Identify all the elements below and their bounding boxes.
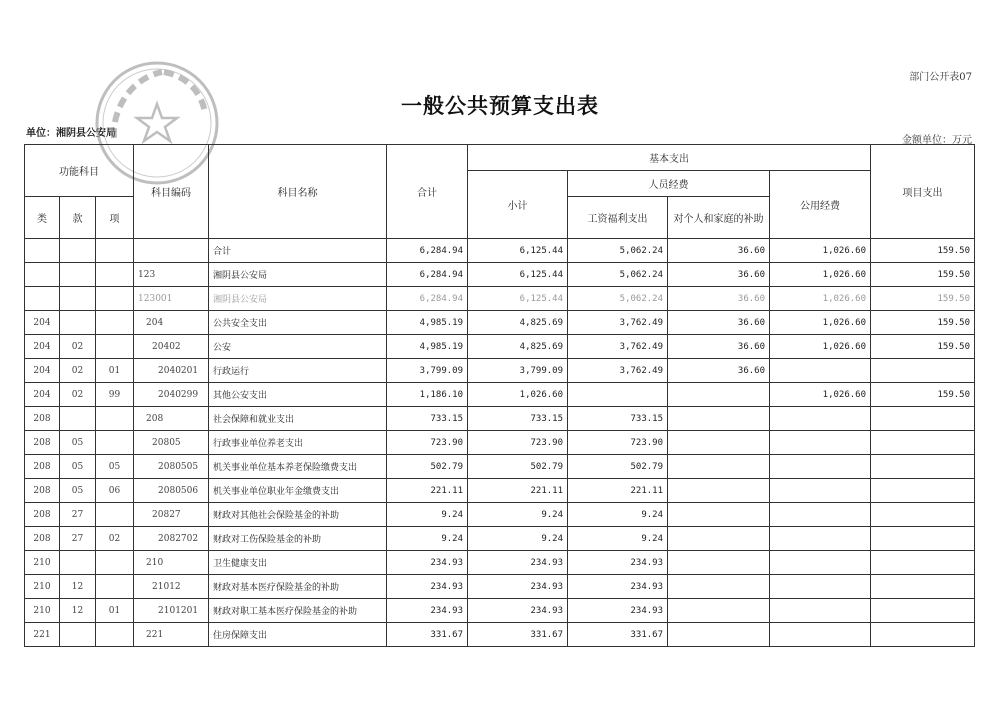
- cell-lei: 208: [25, 527, 60, 551]
- cell-kuan: [60, 407, 96, 431]
- table-row: [25, 335, 975, 359]
- cell-kuan: 02: [60, 335, 96, 359]
- cell-personal-family-subsidy: [668, 575, 770, 599]
- cell-salary-welfare: 234.93: [568, 575, 668, 599]
- cell-lei: 204: [25, 359, 60, 383]
- cell-xiang: 05: [96, 455, 134, 479]
- cell-kuan: [60, 239, 96, 263]
- cell-project-expenditure: 159.50: [871, 335, 975, 359]
- cell-subject-code: 221: [134, 623, 209, 647]
- table-row: [25, 551, 975, 575]
- table-row: [25, 479, 975, 503]
- cell-subject-name: 其他公安支出: [209, 383, 387, 407]
- cell-subject-code: 2080506: [134, 479, 209, 503]
- cell-project-expenditure: 159.50: [871, 287, 975, 311]
- cell-total: 6,284.94: [387, 239, 468, 263]
- cell-subject-code: 20805: [134, 431, 209, 455]
- cell-subject-name: 机关事业单位职业年金缴费支出: [209, 479, 387, 503]
- table-row: [25, 575, 975, 599]
- cell-lei: 204: [25, 335, 60, 359]
- cell-subtotal: 1,026.60: [468, 383, 568, 407]
- table-row: [25, 503, 975, 527]
- cell-personal-family-subsidy: [668, 503, 770, 527]
- budget-table: [24, 144, 975, 647]
- cell-public-funds: [770, 359, 871, 383]
- cell-personal-family-subsidy: 36.60: [668, 359, 770, 383]
- cell-project-expenditure: 159.50: [871, 311, 975, 335]
- cell-project-expenditure: [871, 479, 975, 503]
- cell-project-expenditure: 159.50: [871, 263, 975, 287]
- cell-total: 221.11: [387, 479, 468, 503]
- cell-project-expenditure: [871, 431, 975, 455]
- cell-salary-welfare: 234.93: [568, 551, 668, 575]
- cell-subject-code: 123001: [134, 287, 209, 311]
- cell-total: 733.15: [387, 407, 468, 431]
- cell-personal-family-subsidy: [668, 479, 770, 503]
- cell-xiang: [96, 431, 134, 455]
- cell-salary-welfare: 3,762.49: [568, 311, 668, 335]
- cell-xiang: [96, 623, 134, 647]
- header-subtotal: 小计: [468, 171, 568, 239]
- cell-xiang: [96, 407, 134, 431]
- cell-public-funds: [770, 623, 871, 647]
- header-salary-welfare: 工资福利支出: [568, 197, 668, 239]
- cell-kuan: 05: [60, 479, 96, 503]
- cell-subtotal: 6,125.44: [468, 239, 568, 263]
- cell-xiang: 02: [96, 527, 134, 551]
- cell-salary-welfare: 733.15: [568, 407, 668, 431]
- table-row: [25, 383, 975, 407]
- cell-personal-family-subsidy: [668, 599, 770, 623]
- cell-subject-name: 公共安全支出: [209, 311, 387, 335]
- cell-subject-code: 20402: [134, 335, 209, 359]
- cell-kuan: [60, 263, 96, 287]
- cell-public-funds: [770, 503, 871, 527]
- table-row: [25, 527, 975, 551]
- cell-total: 6,284.94: [387, 263, 468, 287]
- cell-public-funds: [770, 599, 871, 623]
- cell-subtotal: 502.79: [468, 455, 568, 479]
- cell-subject-name: 财政对其他社会保险基金的补助: [209, 503, 387, 527]
- cell-subject-name: 卫生健康支出: [209, 551, 387, 575]
- cell-xiang: [96, 287, 134, 311]
- cell-subject-code: 2082702: [134, 527, 209, 551]
- cell-subtotal: 6,125.44: [468, 263, 568, 287]
- cell-lei: [25, 263, 60, 287]
- cell-xiang: 06: [96, 479, 134, 503]
- cell-subtotal: 3,799.09: [468, 359, 568, 383]
- cell-xiang: [96, 551, 134, 575]
- header-lei: 类: [25, 197, 60, 239]
- cell-subject-code: 2040299: [134, 383, 209, 407]
- cell-project-expenditure: [871, 455, 975, 479]
- cell-public-funds: 1,026.60: [770, 383, 871, 407]
- cell-xiang: [96, 335, 134, 359]
- cell-salary-welfare: 9.24: [568, 527, 668, 551]
- cell-project-expenditure: [871, 575, 975, 599]
- cell-lei: 208: [25, 455, 60, 479]
- table-row: [25, 263, 975, 287]
- table-row: [25, 359, 975, 383]
- cell-subtotal: 234.93: [468, 575, 568, 599]
- table-row: [25, 239, 975, 263]
- cell-subject-name: 湘阴县公安局: [209, 263, 387, 287]
- cell-subtotal: 4,825.69: [468, 311, 568, 335]
- cell-subtotal: 723.90: [468, 431, 568, 455]
- cell-lei: 210: [25, 599, 60, 623]
- cell-subject-name: 湘阴县公安局: [209, 287, 387, 311]
- amount-unit-label: 金额单位：万元: [902, 135, 972, 146]
- cell-personal-family-subsidy: 36.60: [668, 239, 770, 263]
- cell-subject-code: [134, 239, 209, 263]
- cell-total: 1,186.10: [387, 383, 468, 407]
- cell-subject-name: 财政对基本医疗保险基金的补助: [209, 575, 387, 599]
- cell-subtotal: 234.93: [468, 599, 568, 623]
- cell-salary-welfare: 3,762.49: [568, 335, 668, 359]
- cell-subject-code: 2080505: [134, 455, 209, 479]
- cell-total: 4,985.19: [387, 335, 468, 359]
- cell-subject-code: 2101201: [134, 599, 209, 623]
- header-public-funds: 公用经费: [770, 171, 871, 239]
- cell-salary-welfare: 5,062.24: [568, 287, 668, 311]
- cell-salary-welfare: 234.93: [568, 599, 668, 623]
- cell-lei: 210: [25, 575, 60, 599]
- cell-lei: 208: [25, 431, 60, 455]
- cell-total: 234.93: [387, 551, 468, 575]
- header-function-subject: 功能科目: [25, 145, 134, 197]
- cell-project-expenditure: 159.50: [871, 383, 975, 407]
- cell-salary-welfare: 221.11: [568, 479, 668, 503]
- header-personal-family-subsidy: 对个人和家庭的补助: [668, 197, 770, 239]
- cell-personal-family-subsidy: [668, 407, 770, 431]
- cell-xiang: [96, 263, 134, 287]
- cell-subject-code: 204: [134, 311, 209, 335]
- cell-xiang: 01: [96, 599, 134, 623]
- cell-public-funds: 1,026.60: [770, 287, 871, 311]
- cell-project-expenditure: [871, 407, 975, 431]
- cell-subject-name: 财政对职工基本医疗保险基金的补助: [209, 599, 387, 623]
- cell-subject-name: 住房保障支出: [209, 623, 387, 647]
- cell-xiang: 01: [96, 359, 134, 383]
- cell-subject-name: 机关事业单位基本养老保险缴费支出: [209, 455, 387, 479]
- cell-personal-family-subsidy: 36.60: [668, 311, 770, 335]
- cell-subject-code: 2040201: [134, 359, 209, 383]
- cell-salary-welfare: 3,762.49: [568, 359, 668, 383]
- page-title: 一般公共预算支出表: [401, 93, 599, 118]
- header-total: 合计: [387, 145, 468, 239]
- cell-total: 502.79: [387, 455, 468, 479]
- cell-personal-family-subsidy: [668, 383, 770, 407]
- header-personnel: 人员经费: [568, 171, 770, 197]
- cell-lei: 208: [25, 407, 60, 431]
- cell-kuan: 27: [60, 503, 96, 527]
- cell-subtotal: 234.93: [468, 551, 568, 575]
- cell-personal-family-subsidy: [668, 623, 770, 647]
- cell-total: 6,284.94: [387, 287, 468, 311]
- cell-public-funds: [770, 479, 871, 503]
- cell-subtotal: 733.15: [468, 407, 568, 431]
- cell-lei: 210: [25, 551, 60, 575]
- cell-subject-code: 210: [134, 551, 209, 575]
- cell-salary-welfare: 502.79: [568, 455, 668, 479]
- cell-personal-family-subsidy: 36.60: [668, 335, 770, 359]
- cell-kuan: [60, 623, 96, 647]
- cell-project-expenditure: 159.50: [871, 239, 975, 263]
- cell-project-expenditure: [871, 551, 975, 575]
- cell-public-funds: [770, 407, 871, 431]
- cell-lei: 204: [25, 311, 60, 335]
- cell-salary-welfare: 5,062.24: [568, 239, 668, 263]
- table-row: [25, 455, 975, 479]
- cell-kuan: 12: [60, 575, 96, 599]
- cell-xiang: [96, 311, 134, 335]
- cell-subject-code: 208: [134, 407, 209, 431]
- cell-total: 723.90: [387, 431, 468, 455]
- cell-lei: 221: [25, 623, 60, 647]
- cell-public-funds: [770, 431, 871, 455]
- cell-subtotal: 331.67: [468, 623, 568, 647]
- form-code: 部门公开表07: [909, 72, 972, 83]
- cell-total: 9.24: [387, 503, 468, 527]
- cell-kuan: [60, 551, 96, 575]
- cell-public-funds: 1,026.60: [770, 239, 871, 263]
- header-subject-name: 科目名称: [209, 145, 387, 239]
- header-xiang: 项: [96, 197, 134, 239]
- table-row: [25, 311, 975, 335]
- cell-public-funds: 1,026.60: [770, 311, 871, 335]
- cell-subject-code: 20827: [134, 503, 209, 527]
- cell-salary-welfare: 5,062.24: [568, 263, 668, 287]
- cell-personal-family-subsidy: [668, 431, 770, 455]
- cell-kuan: [60, 311, 96, 335]
- unit-label: 单位：湘阴县公安局: [26, 128, 116, 139]
- cell-total: 9.24: [387, 527, 468, 551]
- cell-subject-name: 行政运行: [209, 359, 387, 383]
- cell-total: 3,799.09: [387, 359, 468, 383]
- table-row: [25, 407, 975, 431]
- cell-public-funds: 1,026.60: [770, 263, 871, 287]
- cell-subject-name: 行政事业单位养老支出: [209, 431, 387, 455]
- cell-subtotal: 221.11: [468, 479, 568, 503]
- cell-kuan: 02: [60, 383, 96, 407]
- cell-lei: 208: [25, 503, 60, 527]
- cell-xiang: [96, 575, 134, 599]
- cell-kuan: 05: [60, 455, 96, 479]
- cell-kuan: 02: [60, 359, 96, 383]
- cell-project-expenditure: [871, 503, 975, 527]
- table-row: [25, 431, 975, 455]
- cell-personal-family-subsidy: [668, 527, 770, 551]
- cell-salary-welfare: 723.90: [568, 431, 668, 455]
- cell-subject-name: 公安: [209, 335, 387, 359]
- cell-project-expenditure: [871, 527, 975, 551]
- cell-salary-welfare: [568, 383, 668, 407]
- cell-personal-family-subsidy: 36.60: [668, 263, 770, 287]
- cell-kuan: 05: [60, 431, 96, 455]
- header-basic-expenditure: 基本支出: [468, 145, 871, 171]
- cell-public-funds: [770, 455, 871, 479]
- cell-lei: 204: [25, 383, 60, 407]
- cell-kuan: 12: [60, 599, 96, 623]
- cell-salary-welfare: 9.24: [568, 503, 668, 527]
- cell-public-funds: [770, 551, 871, 575]
- cell-xiang: 99: [96, 383, 134, 407]
- cell-subtotal: 9.24: [468, 527, 568, 551]
- cell-subject-code: 21012: [134, 575, 209, 599]
- header-subject-code: 科目编码: [134, 145, 209, 239]
- header-kuan: 款: [60, 197, 96, 239]
- cell-subject-name: 财政对工伤保险基金的补助: [209, 527, 387, 551]
- cell-personal-family-subsidy: 36.60: [668, 287, 770, 311]
- cell-project-expenditure: [871, 623, 975, 647]
- table-row: [25, 287, 975, 311]
- cell-public-funds: 1,026.60: [770, 335, 871, 359]
- cell-personal-family-subsidy: [668, 551, 770, 575]
- cell-xiang: [96, 239, 134, 263]
- cell-subtotal: 9.24: [468, 503, 568, 527]
- cell-subject-code: 123: [134, 263, 209, 287]
- cell-lei: [25, 239, 60, 263]
- cell-subject-name: 社会保障和就业支出: [209, 407, 387, 431]
- cell-kuan: 27: [60, 527, 96, 551]
- cell-project-expenditure: [871, 359, 975, 383]
- cell-salary-welfare: 331.67: [568, 623, 668, 647]
- cell-public-funds: [770, 527, 871, 551]
- table-row: [25, 623, 975, 647]
- cell-public-funds: [770, 575, 871, 599]
- cell-subtotal: 6,125.44: [468, 287, 568, 311]
- table-row: [25, 599, 975, 623]
- cell-lei: [25, 287, 60, 311]
- header-project-expenditure: 项目支出: [871, 145, 975, 239]
- cell-project-expenditure: [871, 599, 975, 623]
- cell-subject-name: 合计: [209, 239, 387, 263]
- cell-total: 4,985.19: [387, 311, 468, 335]
- cell-total: 234.93: [387, 599, 468, 623]
- cell-xiang: [96, 503, 134, 527]
- cell-total: 234.93: [387, 575, 468, 599]
- cell-total: 331.67: [387, 623, 468, 647]
- cell-kuan: [60, 287, 96, 311]
- cell-personal-family-subsidy: [668, 455, 770, 479]
- cell-lei: 208: [25, 479, 60, 503]
- cell-subtotal: 4,825.69: [468, 335, 568, 359]
